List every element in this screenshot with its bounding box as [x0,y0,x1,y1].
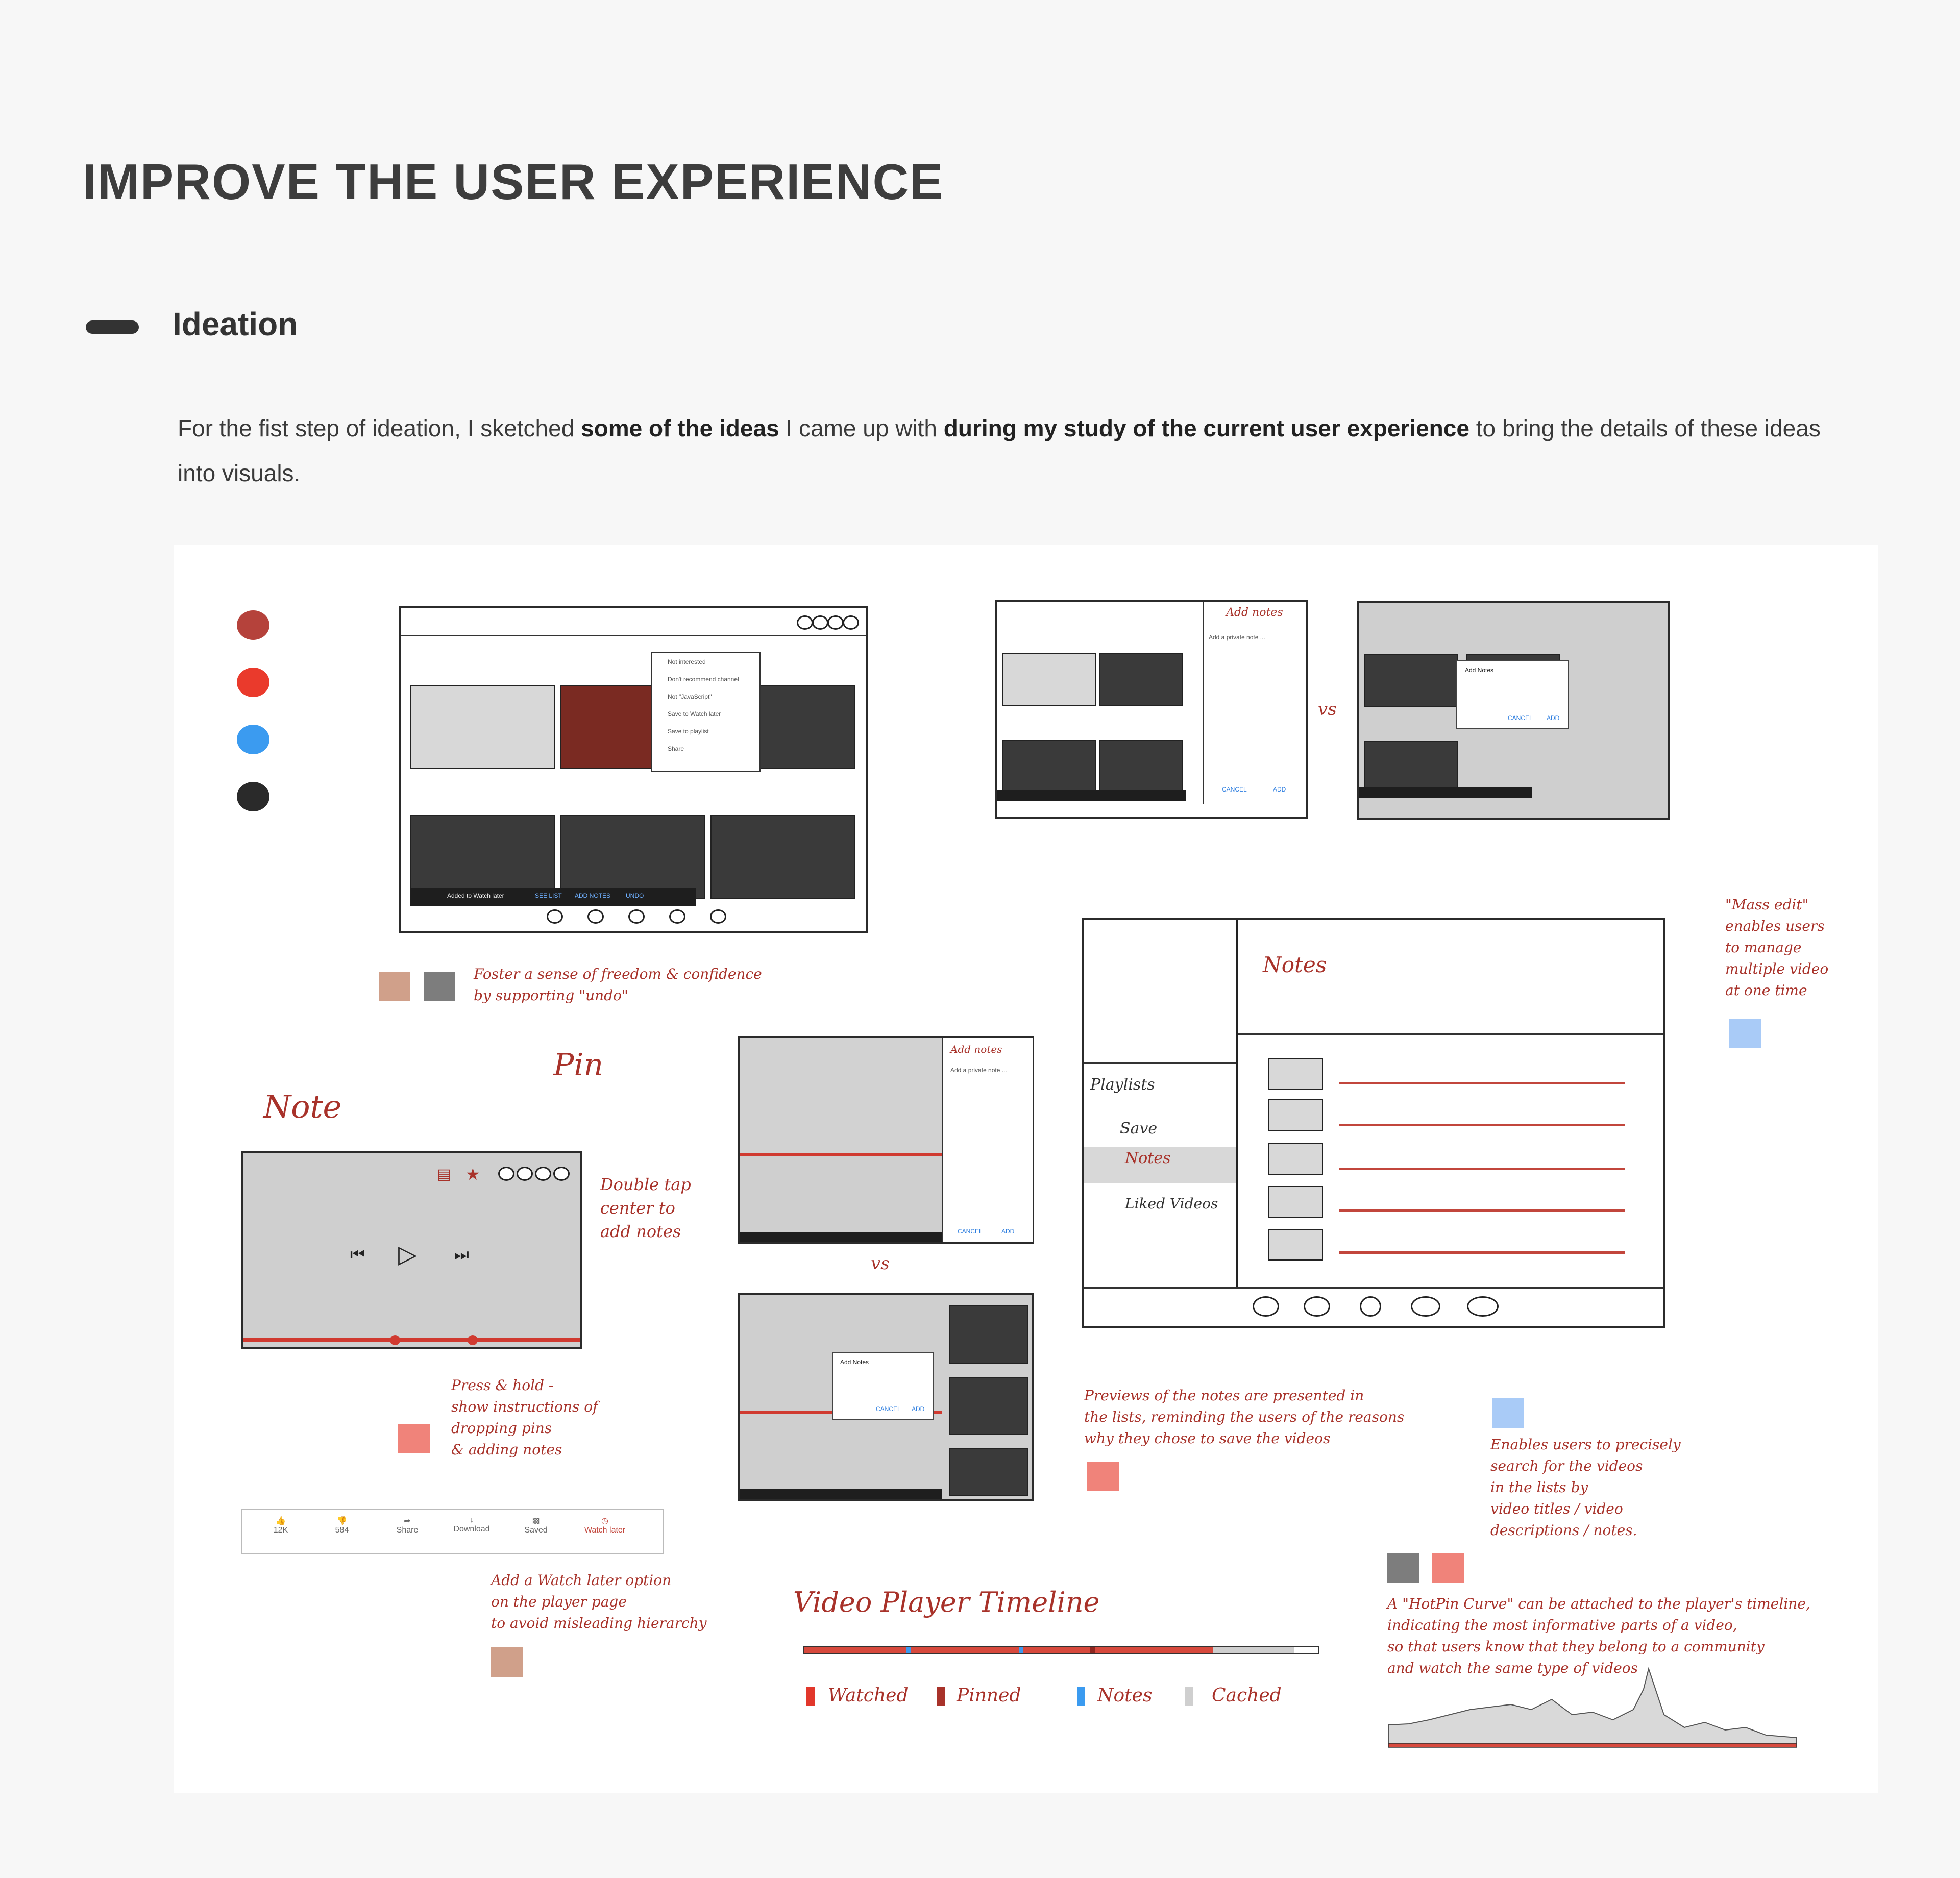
legend-pinned-mark [937,1687,945,1706]
sketch-home-feed [399,606,868,933]
palette-dot-red [237,668,270,697]
intro-paragraph [178,406,1862,496]
intro-text-1: For the fist step of ideation, I sketched [178,415,581,441]
thumb-down-icon: 👎 [337,1517,347,1525]
annotation-mass-edit: "Mass edit" enables users to manage multiple video at one time [1725,896,1829,999]
snackbar-undo[interactable]: UNDO [626,892,644,899]
intro-text-3: to bring the details of these ideas into visuals. [178,415,1821,486]
sketch-library-notes [1082,918,1665,1328]
share-label: Share [396,1526,419,1535]
clock-icon: ◷ [601,1517,608,1525]
share-button[interactable] [387,1516,428,1535]
swatch-gray [424,972,455,1001]
player-panel-cancel[interactable]: CANCEL [958,1228,983,1235]
library-title: Notes [1263,952,1327,977]
saved-label: Saved [524,1526,548,1535]
menu-item-watch-later[interactable]: Save to Watch later [668,710,721,718]
legend-pinned: Pinned [957,1685,1021,1706]
annotation-vs-2: vs [871,1253,890,1274]
annotation-hotpin: A "HotPin Curve" can be attached to the player's timeline, indicating the most informative parts of a video, so that users know that they belong to a community and watch the same type of videos [1387,1595,1810,1676]
annotation-search: Enables users to precisely search for the videos in the lists by video titles / video descriptions / notes. [1490,1436,1681,1539]
download-icon: ↓ [470,1516,474,1524]
annotation-watch-later: Add a Watch later option on the player page to avoid misleading hierarchy [491,1572,707,1632]
sketch-player [241,1151,582,1349]
notes-panel-title: Add notes [1226,606,1283,619]
annotation-undo: Foster a sense of freedom & confidence by supporting "undo" [474,966,762,1004]
sketch-notes-sidepanel [995,600,1308,819]
sidebar-playlists[interactable]: Playlists [1090,1076,1155,1094]
timeline-title: Video Player Timeline [793,1586,1100,1618]
sidebar-save[interactable]: Save [1120,1120,1158,1138]
swatch-salmon-3 [1432,1553,1464,1583]
swatch-tan [379,972,410,1001]
swatch-salmon-1 [398,1424,430,1453]
snackbar-text: Added to Watch later [447,892,504,899]
section-title: Ideation [173,306,298,342]
menu-item-not-javascript[interactable]: Not "JavaScript" [668,693,712,700]
menu-item-dont-recommend[interactable]: Don't recommend channel [668,676,739,683]
sidebar-notes[interactable]: Notes [1125,1149,1171,1167]
annotation-pin: Pin [553,1047,604,1083]
intro-bold-2: during my study of the current user experience [943,415,1469,441]
download-label: Download [453,1525,490,1534]
player-play-icon[interactable]: ▷ [398,1241,417,1268]
watch-later-label: Watch later [584,1526,626,1535]
dialog-add[interactable]: ADD [1547,714,1560,722]
legend-cached-mark [1185,1687,1193,1706]
snackbar-see-list[interactable]: SEE LIST [535,892,562,899]
legend-watched: Watched [828,1685,909,1706]
annotation-press-hold: Press & hold - show instructions of dropping pins & adding notes [451,1377,598,1458]
swatch-light-blue-2 [1492,1398,1524,1428]
like-count: 12K [273,1526,288,1535]
player-dialog-add[interactable]: ADD [912,1405,925,1413]
page-title: IMPROVE THE USER EXPERIENCE [83,154,944,210]
share-icon: ➦ [404,1517,411,1525]
legend-notes-mark [1077,1687,1085,1706]
dislike-count: 584 [335,1526,349,1535]
annotation-note: Note [263,1088,342,1125]
player-panel-title: Add notes [950,1043,1002,1055]
dialog-cancel[interactable]: CANCEL [1508,714,1533,722]
player-next-icon[interactable]: ⏭ [454,1245,469,1264]
player-add-notes-dialog [832,1352,934,1420]
timeline-bar [803,1646,1319,1654]
sketch-notes-dialog [1357,601,1670,820]
legend-cached: Cached [1212,1685,1282,1706]
palette-dot-dark-red [237,610,270,640]
player-panel-placeholder[interactable]: Add a private note ... [950,1067,1007,1074]
snackbar-add-notes[interactable]: ADD NOTES [575,892,611,899]
watch-later-button[interactable] [577,1516,633,1535]
download-button[interactable] [451,1516,492,1534]
dislike-button[interactable] [322,1516,362,1535]
palette-dot-blue [237,725,270,754]
legend-notes: Notes [1097,1685,1153,1706]
menu-item-not-interested[interactable]: Not interested [668,658,706,665]
menu-item-share[interactable]: Share [668,745,684,752]
player-note-icon[interactable]: ▤ [437,1166,452,1183]
player-pin-icon[interactable]: ★ [465,1165,480,1183]
sidebar-liked-videos[interactable]: Liked Videos [1125,1195,1218,1212]
hotpin-curve [1388,1659,1797,1750]
legend-watched-mark [806,1687,815,1706]
menu-item-save-playlist[interactable]: Save to playlist [668,728,709,735]
sketch-player-dialog [738,1293,1034,1501]
player-prev-icon[interactable]: ⏮ [350,1245,365,1264]
player-dialog-cancel[interactable]: CANCEL [876,1405,901,1413]
player-timeline[interactable] [243,1338,580,1342]
swatch-light-blue-1 [1729,1019,1761,1048]
annotation-double-tap: Double tap center to add notes [600,1175,691,1241]
sketch-player-sidepanel [738,1036,1034,1244]
swatch-gray-2 [1387,1553,1419,1583]
player-panel-add[interactable]: ADD [1001,1228,1015,1235]
context-menu [651,652,761,772]
notes-panel-add[interactable]: ADD [1273,786,1286,793]
annotation-previews: Previews of the notes are presented in the lists, reminding the users of the reasons why they chose to save the videos [1084,1387,1405,1447]
notes-panel-placeholder[interactable]: Add a private note ... [1209,634,1265,641]
saved-button[interactable] [516,1516,556,1535]
like-button[interactable] [260,1516,301,1535]
section-dash [86,320,139,334]
intro-text-2: I came up with [779,415,944,441]
swatch-salmon-2 [1087,1462,1119,1491]
palette-dot-black [237,782,270,811]
annotation-vs-1: vs [1318,699,1337,720]
notes-panel-cancel[interactable]: CANCEL [1222,786,1247,793]
dialog-title: Add Notes [1465,666,1494,674]
thumb-up-icon: 👍 [276,1517,286,1525]
add-notes-dialog [1456,660,1569,729]
intro-bold-1: some of the ideas [581,415,779,441]
swatch-tan-2 [491,1647,523,1677]
player-dialog-title: Add Notes [840,1358,869,1366]
saved-icon: ▩ [532,1517,540,1525]
